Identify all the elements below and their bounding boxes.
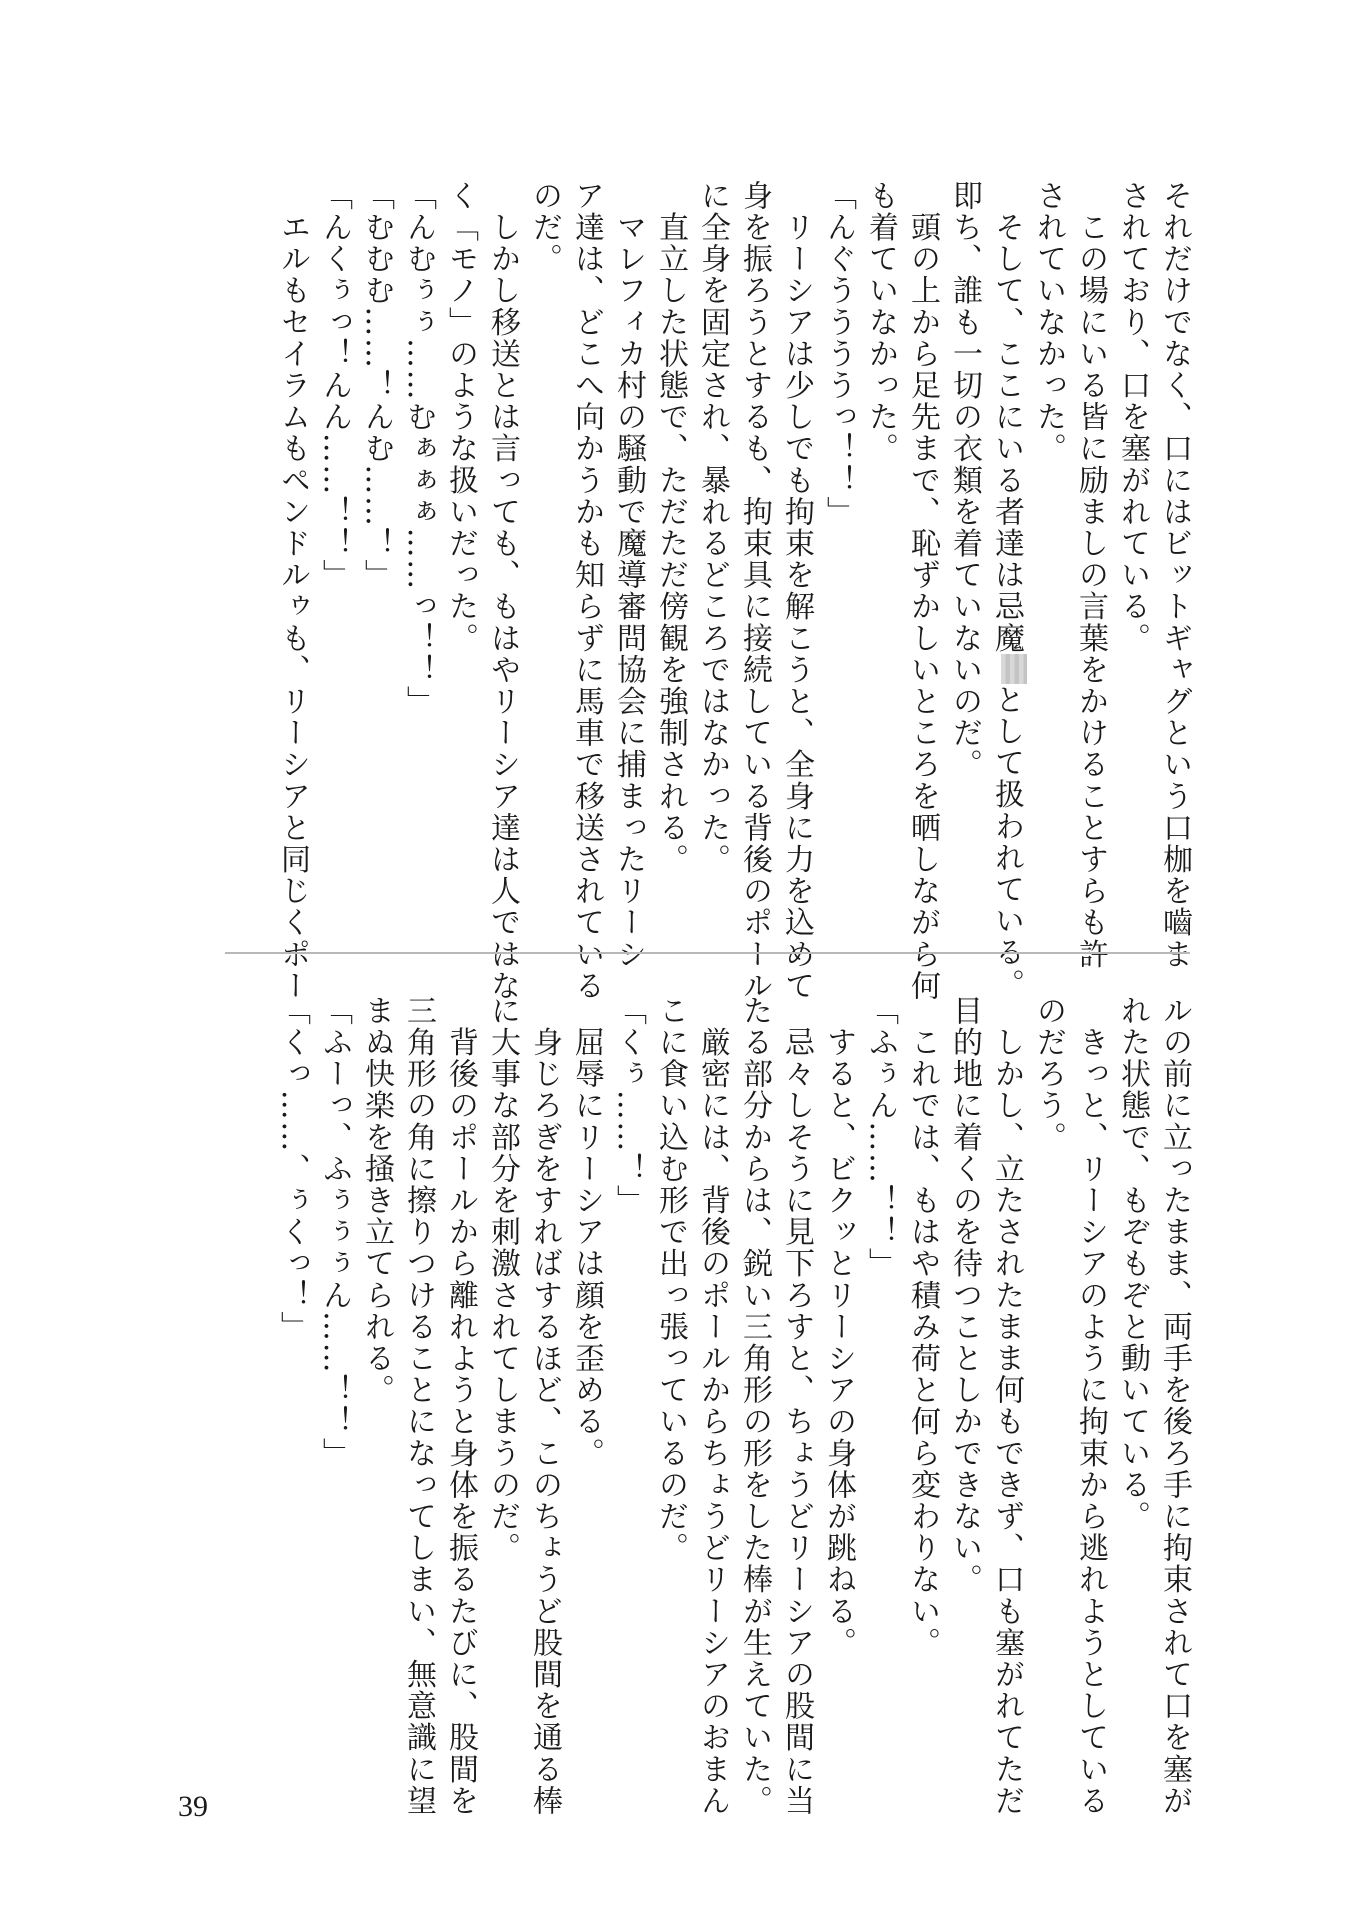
text-line: ルの前に立ったまま、両手を後ろ手に拘束されて口を塞が: [1157, 995, 1192, 1817]
text-line: れた状態で、もぞもぞと動いている。: [1115, 995, 1150, 1533]
text-line: 三角形の角に擦りつけることになってしまい、無意識に望: [401, 995, 436, 1817]
page-number: 39: [178, 1790, 208, 1823]
text-line: 「くぅ……！」: [611, 995, 646, 1217]
text-line-with-censor: [985, 180, 1027, 1000]
text-line: ア達は、どこへ向かうかも知らずに馬車で移送されている: [569, 180, 604, 1002]
text-line: 忌々しそうに見下ろすと、ちょうどリーシアの股間に当: [779, 995, 814, 1817]
text-line: 身を振ろうとするも、拘束具に接続している背後のポール: [737, 180, 772, 1002]
section-divider: [225, 952, 1190, 954]
text-line: も着ていなかった。: [863, 180, 898, 465]
mosaic-censor-block: [1001, 654, 1027, 684]
text-line: 直立した状態で、ただただ傍観を強制される。: [653, 180, 688, 876]
text-line: されており、口を塞がれている。: [1115, 180, 1150, 654]
text-line: 身じろぎをすればするほど、このちょうど股間を通る棒: [527, 995, 562, 1817]
text-line: たる部分からは、鋭い三角形の形をした棒が生えていた。: [737, 995, 772, 1817]
text-line: きっと、リーシアのように拘束から逃れようとしている: [1073, 995, 1108, 1817]
text-line: 厳密には、背後のポールからちょうどリーシアのおまん: [695, 995, 730, 1817]
text-line: のだ。: [527, 180, 562, 275]
text-line: リーシアは少しでも拘束を解こうと、全身に力を込めて: [779, 180, 814, 1002]
text-line: 即ち、誰も一切の衣類を着ていないのだ。: [947, 180, 982, 781]
top-text-block: [195, 180, 1195, 1002]
text-line: に全身を固定され、暴れるどころではなかった。: [695, 180, 730, 876]
text-line: 屈辱にリーシアは顔を歪める。: [569, 995, 604, 1469]
text-line: のだろう。: [1031, 995, 1066, 1153]
text-line: 頭の上から足先まで、恥ずかしいところを晒しながら何: [905, 180, 940, 1002]
text-line: こに食い込む形で出っ張っているのだ。: [653, 995, 688, 1564]
text-line: それだけでなく、口にはビットギャグという口枷を嚙ま: [1157, 180, 1192, 970]
text-line: エルもセイラムもペンドルゥも、リーシアと同じくポー: [275, 180, 310, 1002]
text-line: されていなかった。: [1031, 180, 1066, 465]
bottom-text-block: [195, 995, 1195, 1817]
text-segment: そして、ここにいる者達は忌魔: [989, 180, 1024, 654]
text-line: これでは、もはや積み荷と何ら変わりない。: [905, 995, 940, 1659]
text-line: すると、ビクッとリーシアの身体が跳ねる。: [821, 995, 856, 1659]
text-line: 背後のポールから離れようと身体を振るたびに、股間を: [443, 995, 478, 1817]
text-line: く「モノ」のような扱いだった。: [443, 180, 478, 654]
text-segment: として扱われている。: [989, 684, 1024, 1000]
text-line: 「ふーっ、ふぅぅぅん……！！」: [317, 995, 352, 1469]
text-line: 「んむぅぅ……むぁぁぁ……っ！！」: [401, 180, 436, 718]
text-line: 「むむむ……！んむ……！」: [359, 180, 394, 591]
text-line: この場にいる皆に励ましの言葉をかけることすらも許: [1073, 180, 1108, 970]
text-line: しかし、立たされたまま何もできず、口も塞がれてただ: [989, 995, 1024, 1817]
text-line: に大事な部分を刺激されてしまうのだ。: [485, 995, 520, 1564]
text-line: 「んぐううううっ！！」: [821, 180, 856, 528]
text-line: まぬ快楽を掻き立てられる。: [359, 995, 394, 1406]
text-line: 目的地に着くのを待つことしかできない。: [947, 995, 982, 1596]
text-line: 「ふぅん……！！」: [863, 995, 898, 1280]
text-line: 「んくぅっ！んん……！！」: [317, 180, 352, 591]
text-line: 「くっ……、ぅくっ！」: [275, 995, 310, 1343]
text-line: しかし移送とは言っても、もはやリーシア達は人ではな: [485, 180, 520, 1002]
text-line: マレフィカ村の騒動で魔導審問協会に捕まったリーシ: [611, 180, 646, 970]
